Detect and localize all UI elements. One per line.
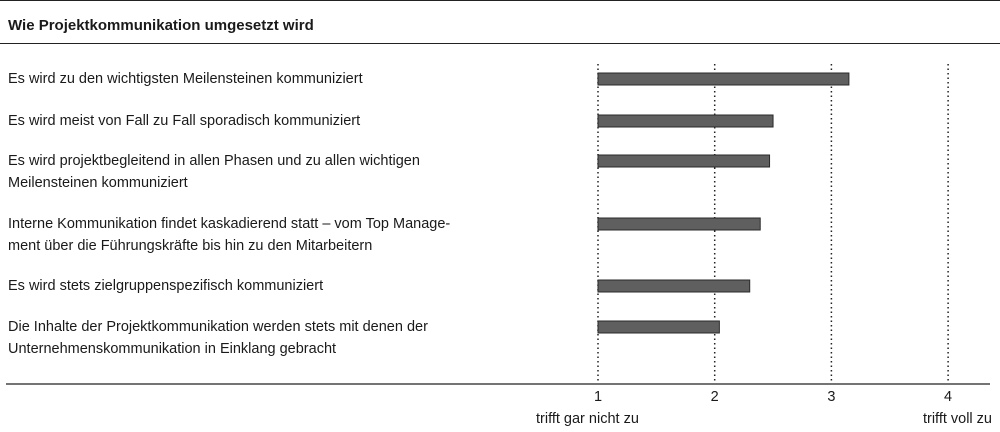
scale-high-label: trifft voll zu (922, 411, 992, 427)
bar-1 (598, 73, 849, 85)
category-label-line: Es wird stets zielgruppenspezifisch kommuniziert (8, 278, 324, 294)
bar-4 (598, 218, 760, 230)
bar-3 (598, 155, 770, 167)
category-label-line: Es wird meist von Fall zu Fall sporadisch kommuniziert (8, 113, 361, 129)
x-tick-label-1: 1 (593, 389, 603, 405)
category-label-line: Unternehmenskommunikation in Einklang gebracht (8, 341, 337, 357)
bar-6 (598, 321, 719, 333)
bar-5 (598, 280, 750, 292)
x-tick-label-2: 2 (710, 389, 719, 405)
category-label-line: Interne Kommunikation findet kaskadierend statt – vom Top Manage- (8, 216, 451, 232)
category-label-line: Meilensteinen kommuniziert (8, 175, 188, 191)
category-label-line: Die Inhalte der Projektkommunikation werden stets mit denen der (8, 319, 428, 335)
bar-2 (598, 115, 773, 127)
x-tick-label-4: 4 (944, 389, 953, 405)
chart-title: Wie Projektkommunikation umgesetzt wird (8, 17, 314, 34)
scale-low-label: trifft gar nicht zu (536, 411, 639, 427)
category-label-line: ment über die Führungskräfte bis hin zu den Mitarbeitern (8, 238, 373, 254)
category-label-line: Es wird zu den wichtigsten Meilensteinen kommuniziert (8, 71, 363, 87)
category-label-line: Es wird projektbegleitend in allen Phasen und zu allen wichtigen (8, 153, 420, 169)
x-tick-label-3: 3 (827, 389, 836, 405)
